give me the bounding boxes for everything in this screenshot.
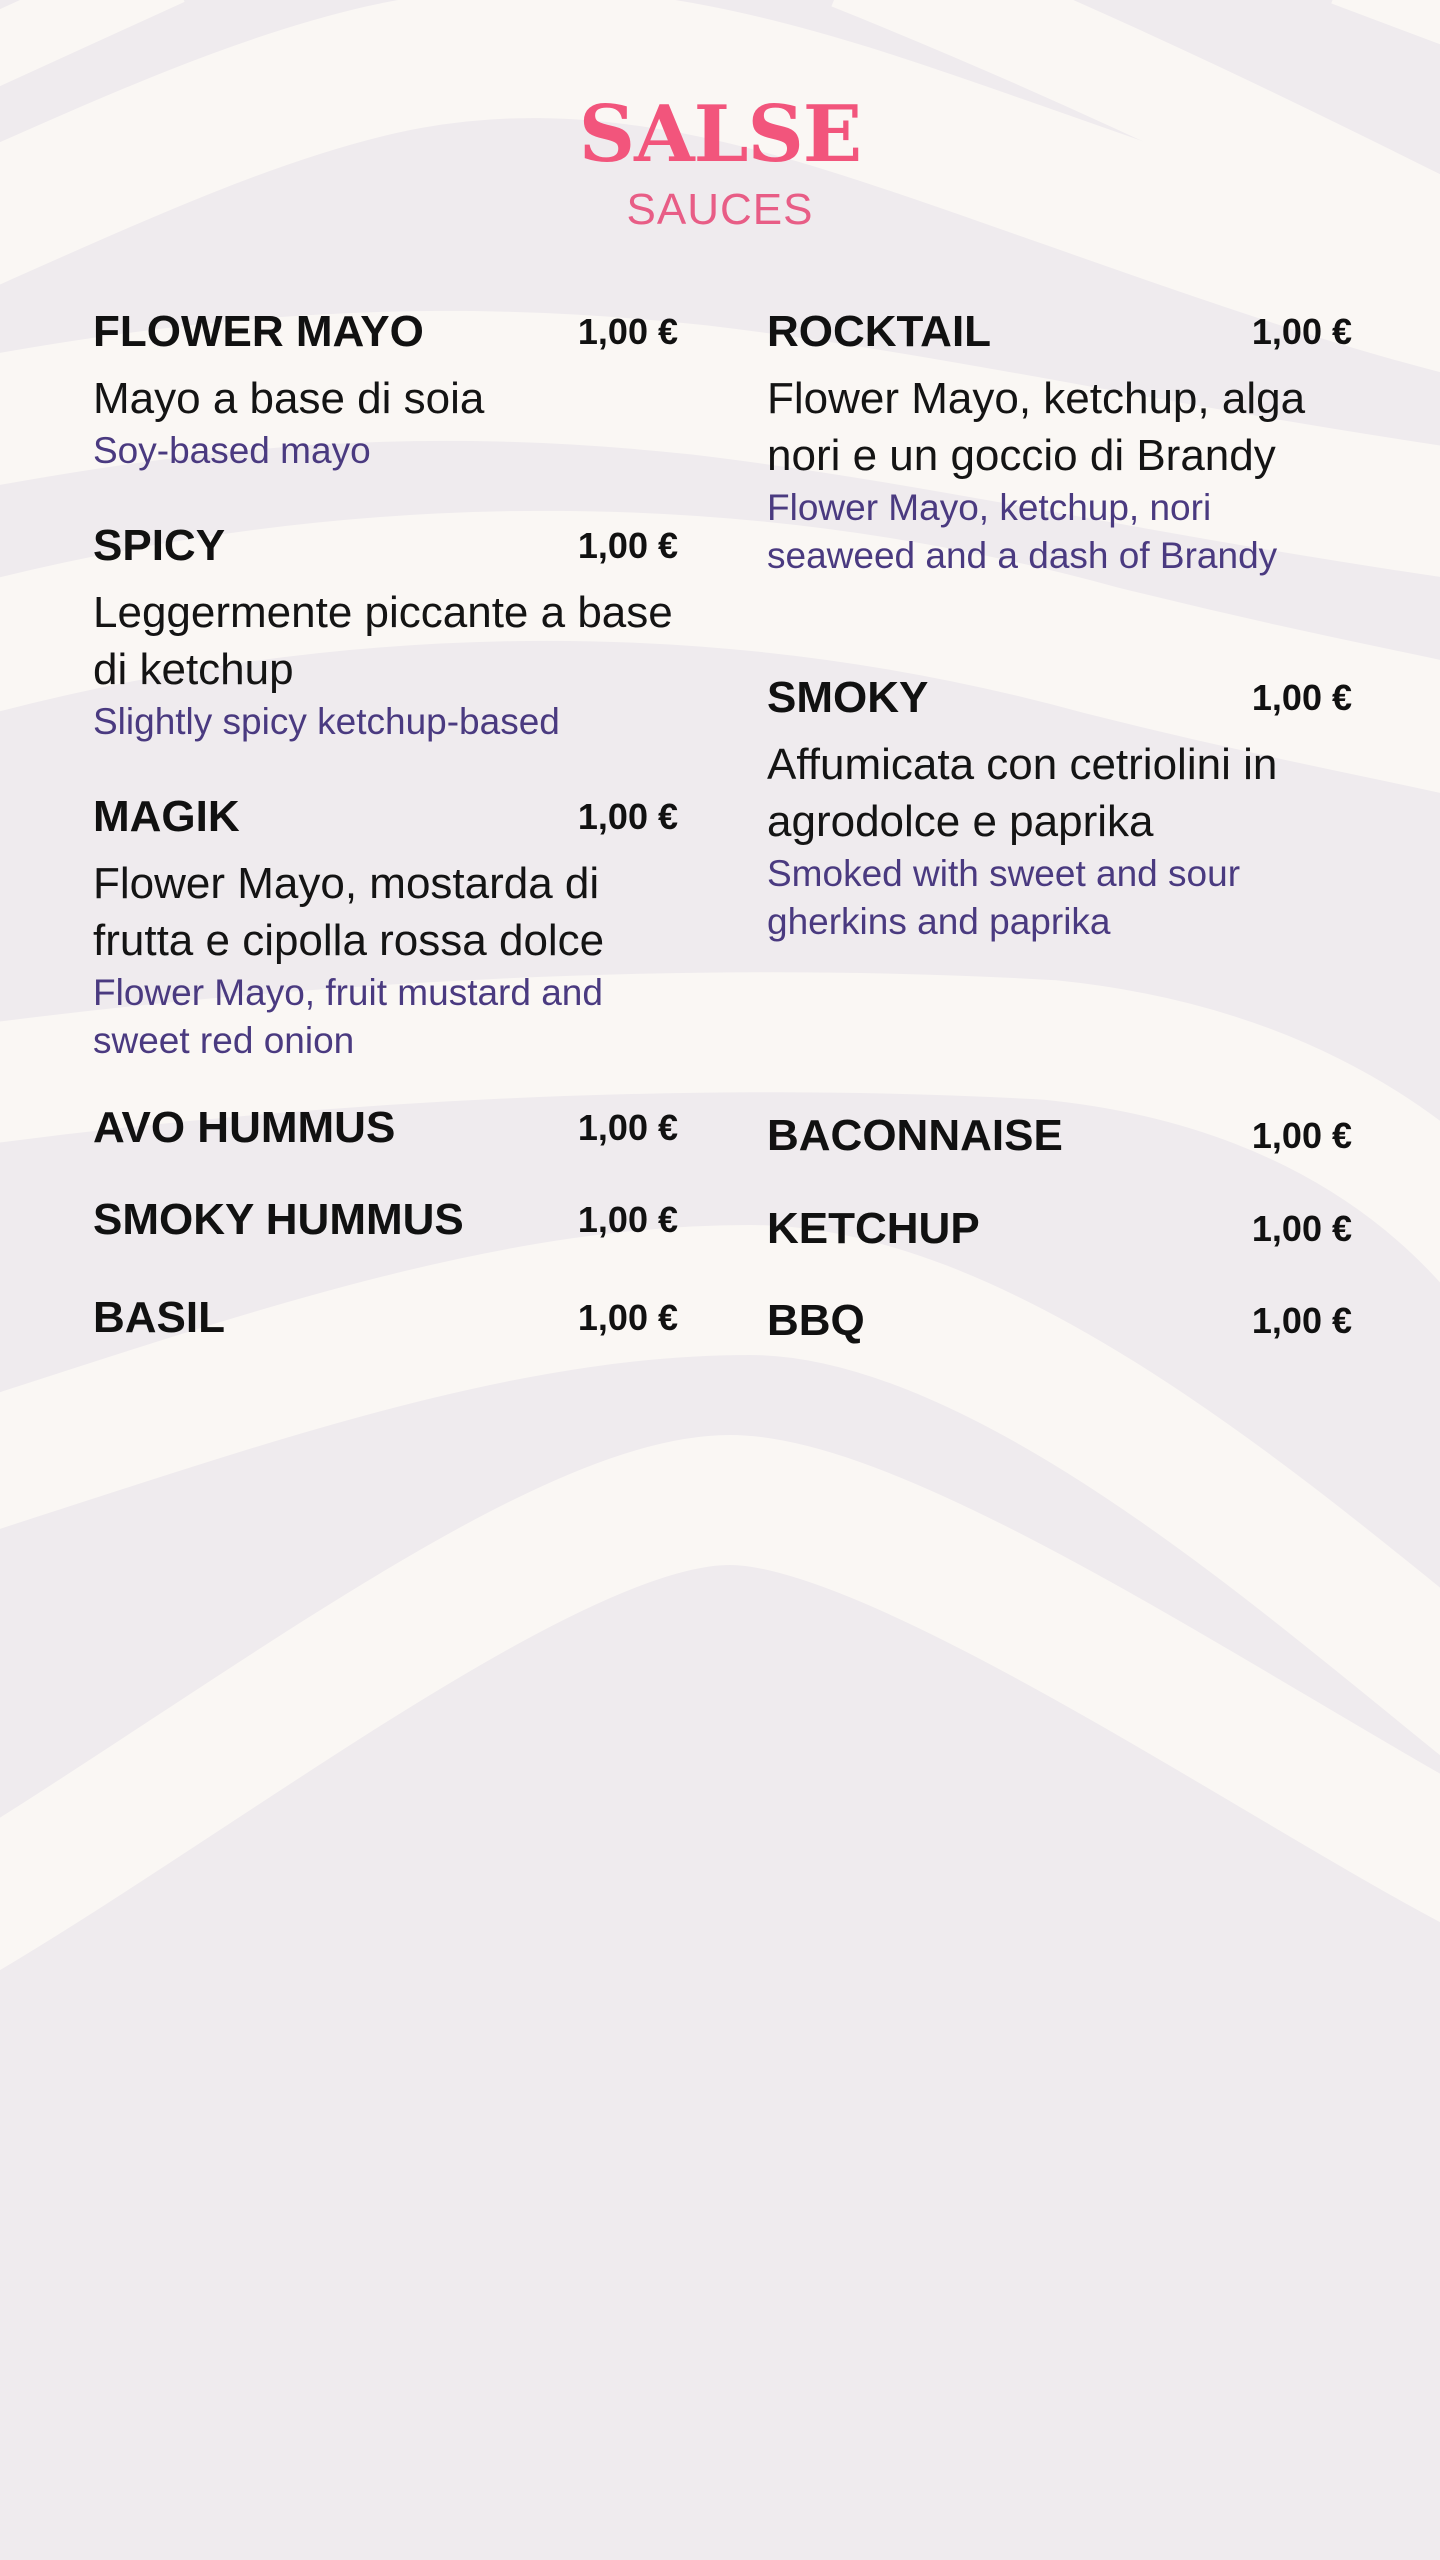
- item-description-it: Leggermente piccante a base di ketchup: [93, 588, 673, 694]
- item-description: [767, 736, 1352, 946]
- item-price: 1,00 €: [1251, 1300, 1352, 1341]
- menu-subtitle: SAUCES: [626, 185, 814, 234]
- item-price: 1,00 €: [577, 311, 678, 352]
- item-name: AVO HUMMUS: [93, 1103, 396, 1152]
- item-price: 1,00 €: [1251, 677, 1352, 718]
- item-description-en: Soy-based mayo: [93, 430, 371, 471]
- item-price: 1,00 €: [1251, 311, 1352, 352]
- item-price: 1,00 €: [577, 1107, 678, 1148]
- item-price: 1,00 €: [1251, 1208, 1352, 1249]
- item-price: 1,00 €: [577, 525, 678, 566]
- item-name: SMOKY HUMMUS: [93, 1195, 464, 1244]
- item-name: MAGIK: [93, 792, 240, 841]
- item-name: FLOWER MAYO: [93, 307, 424, 356]
- item-description-it: Flower Mayo, ketchup, alga nori e un goccio di Brandy: [767, 374, 1306, 480]
- item-name: BBQ: [767, 1296, 865, 1345]
- item-price: 1,00 €: [577, 796, 678, 837]
- item-description-en: Flower Mayo, ketchup, nori seaweed and a dash of Brandy: [767, 487, 1278, 576]
- item-price: 1,00 €: [1251, 1115, 1352, 1156]
- item-description-it: Flower Mayo, mostarda di frutta e cipolla rossa dolce: [93, 859, 605, 965]
- item-description-en: Slightly spicy ketchup-based: [93, 701, 560, 742]
- item-price: 1,00 €: [577, 1297, 678, 1338]
- menu-title: SALSE: [578, 89, 862, 180]
- item-name: ROCKTAIL: [767, 307, 992, 356]
- item-name: SPICY: [93, 521, 226, 570]
- item-name: BASIL: [93, 1293, 225, 1342]
- item-description: [93, 584, 678, 746]
- item-description: [93, 855, 678, 1065]
- menu-header: [0, 85, 1440, 235]
- item-price: 1,00 €: [577, 1199, 678, 1240]
- item-description-it: Mayo a base di soia: [93, 374, 485, 423]
- item-description: [93, 370, 678, 475]
- item-description-en: Flower Mayo, fruit mustard and sweet red onion: [93, 972, 603, 1061]
- item-name: BACONNAISE: [767, 1111, 1063, 1160]
- item-description: [767, 370, 1352, 580]
- item-description-it: Affumicata con cetriolini in agrodolce e paprika: [767, 740, 1278, 846]
- item-name: KETCHUP: [767, 1204, 980, 1253]
- item-description-en: Smoked with sweet and sour gherkins and paprika: [767, 853, 1241, 942]
- item-name: SMOKY: [767, 673, 929, 722]
